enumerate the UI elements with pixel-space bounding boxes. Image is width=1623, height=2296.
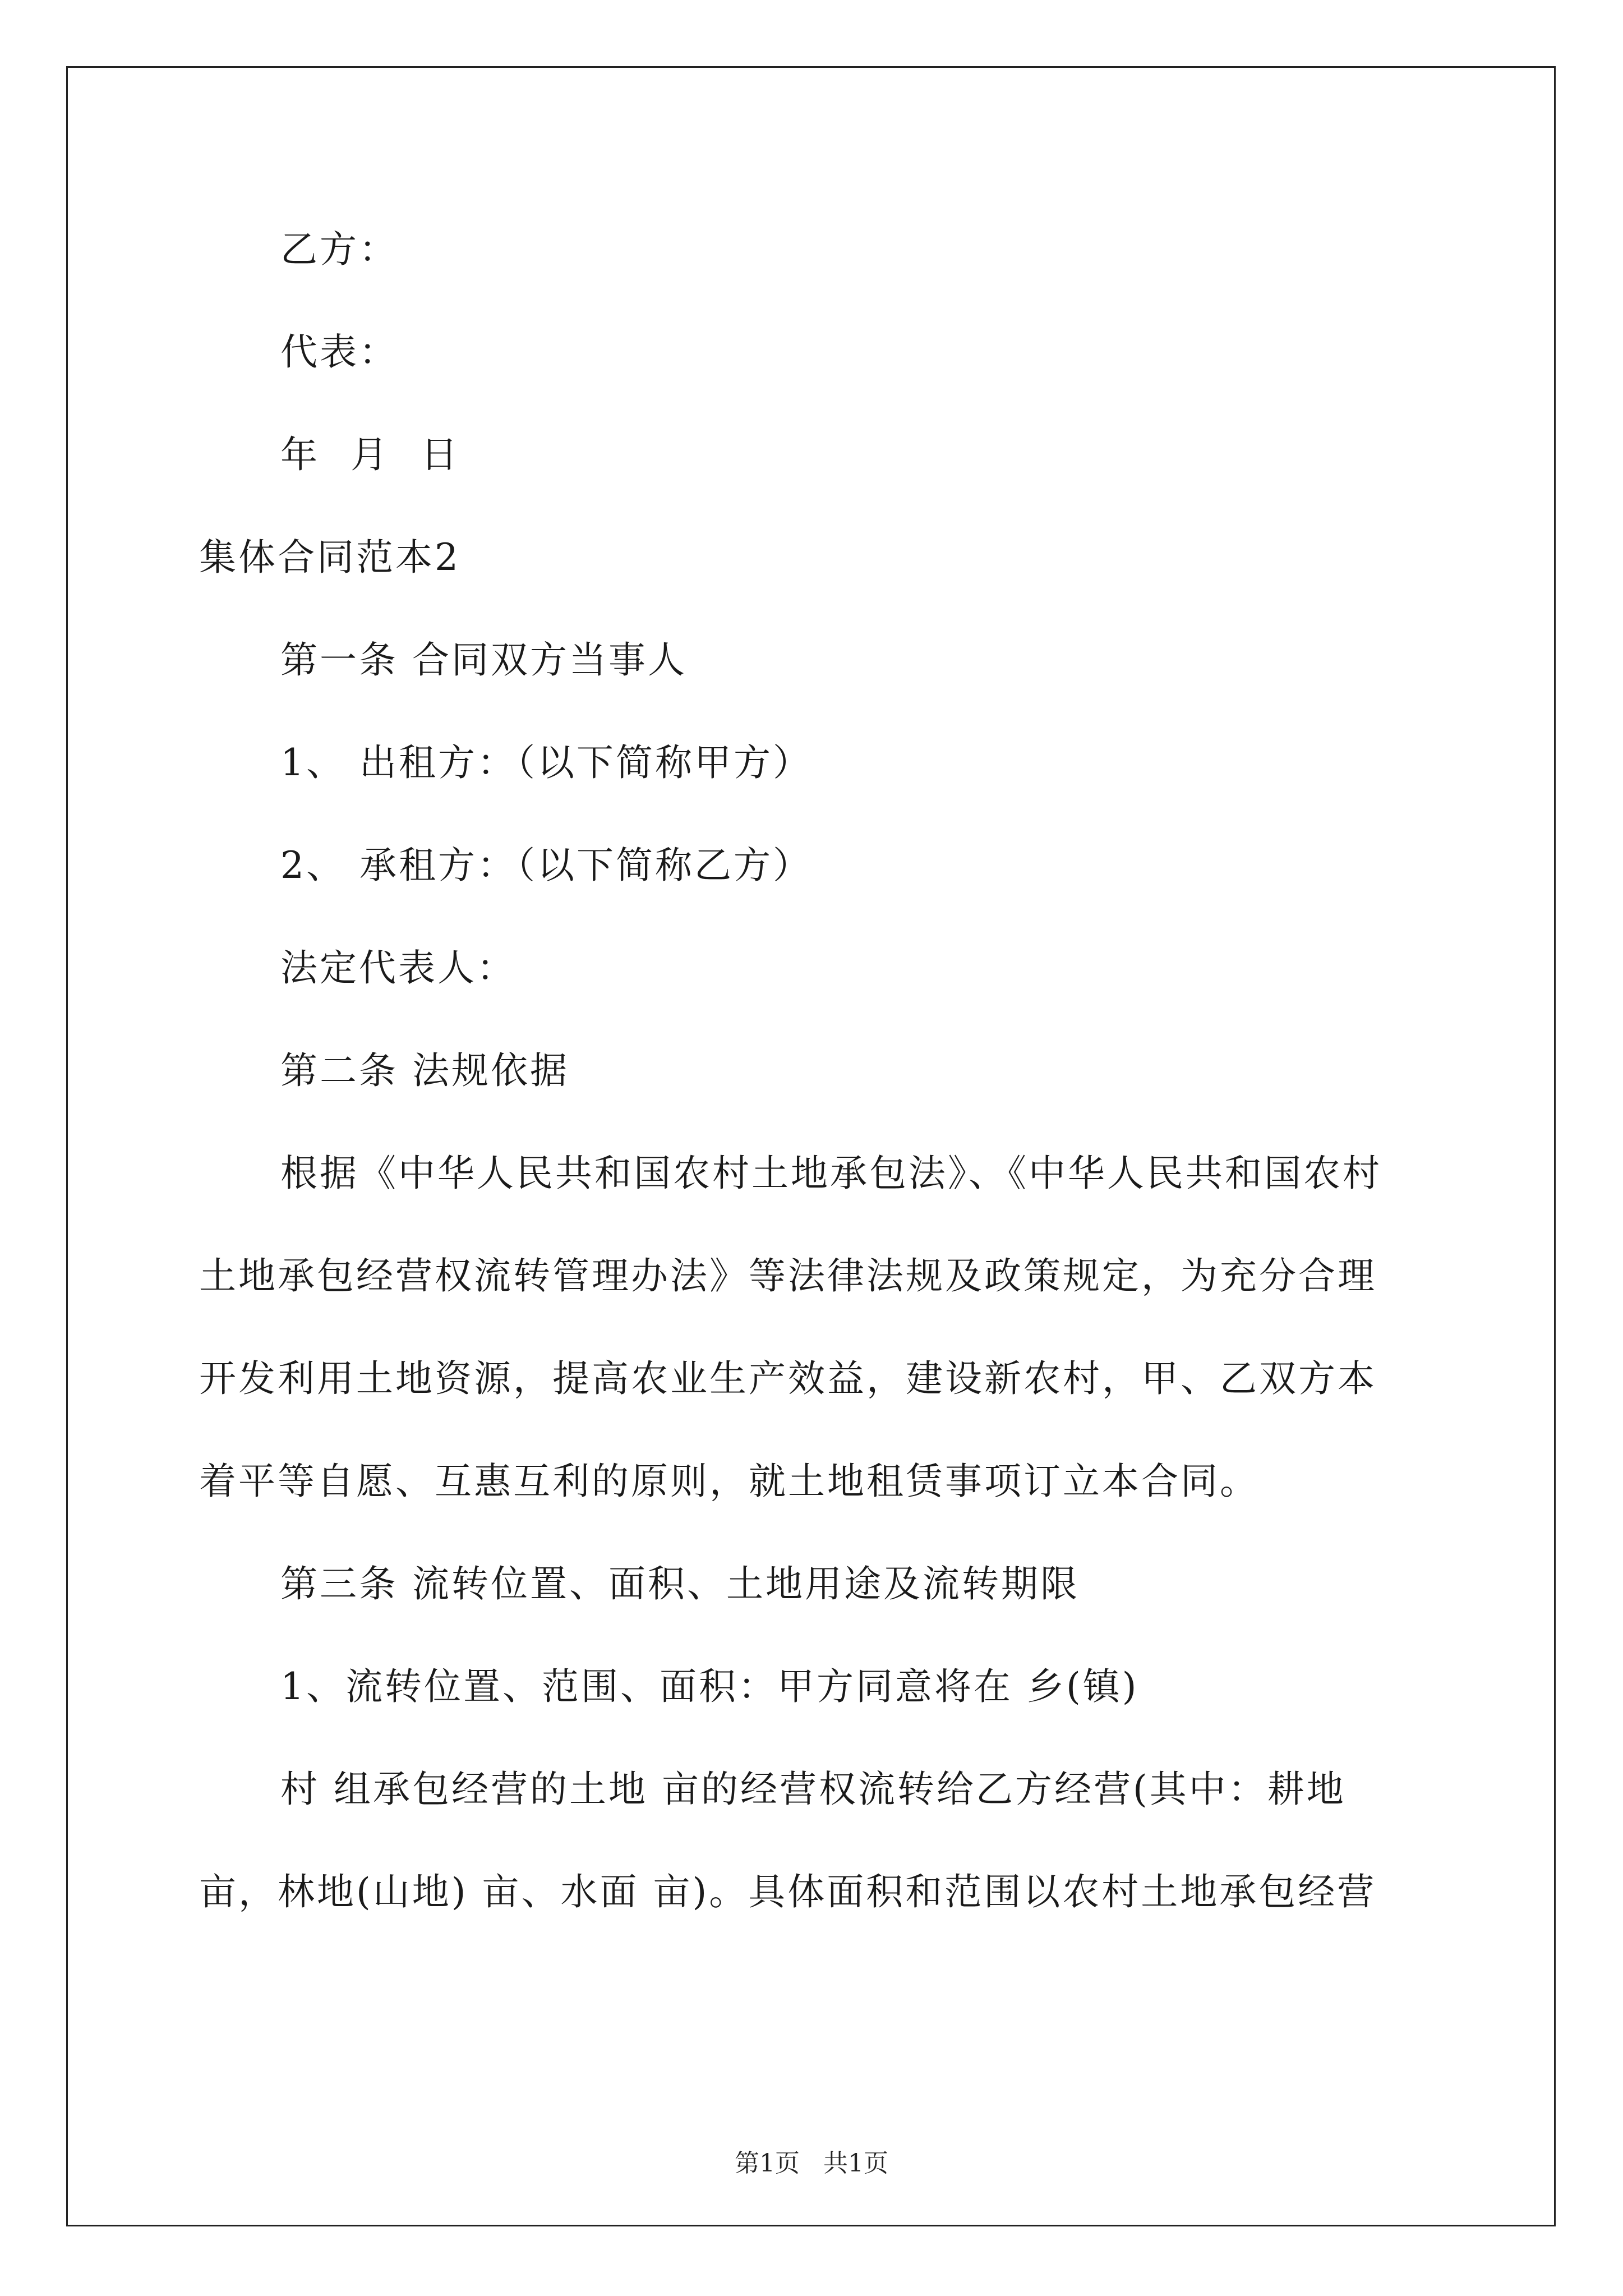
lessee-line: 2、 承租方：（以下简称乙方） <box>280 844 812 887</box>
party-b-line: 乙方： <box>280 228 398 271</box>
lessor-line: 1、 出租方：（以下简称甲方） <box>280 741 812 784</box>
transfer-area-paragraph <box>199 1761 1433 1920</box>
paragraph-row: 土地承包经营权流转管理办法》等法律法规及政策规定，为充分合理 <box>199 1254 1377 1297</box>
page-total: 共1页 <box>823 2149 888 2178</box>
article-1-title: 第一条 合同双方当事人 <box>280 638 687 682</box>
transfer-location-item: 1、流转位置、范围、面积：甲方同意将在 乡(镇) <box>280 1665 1139 1708</box>
document-body <box>199 222 1433 1967</box>
page-number: 第1页 <box>735 2149 800 2178</box>
paragraph-row: 村 组承包经营的土地 亩的经营权流转给乙方经营(其中：耕地 <box>280 1768 1346 1811</box>
legal-basis-paragraph <box>199 1145 1433 1510</box>
article-3-title: 第三条 流转位置、面积、土地用途及流转期限 <box>280 1562 1080 1605</box>
paragraph-row: 亩，林地(山地) 亩、水面 亩)。具体面积和范围以农村土地承包经营 <box>199 1870 1377 1913</box>
article-2-title: 第二条 法规依据 <box>280 1049 569 1092</box>
representative-line: 代表： <box>280 330 398 374</box>
legal-representative-line: 法定代表人： <box>280 946 516 990</box>
section-heading: 集体合同范本2 <box>199 536 460 579</box>
paragraph-row: 开发利用土地资源，提高农业生产效益，建设新农村，甲、乙双方本 <box>199 1357 1377 1400</box>
paragraph-row: 着平等自愿、互惠互利的原则，就土地租赁事项订立本合同。 <box>199 1460 1259 1503</box>
page-footer <box>0 2143 1623 2179</box>
paragraph-row: 根据《中华人民共和国农村土地承包法》、《中华人民共和国农村 <box>280 1152 1382 1195</box>
date-line: 年 月 日 <box>280 433 460 476</box>
